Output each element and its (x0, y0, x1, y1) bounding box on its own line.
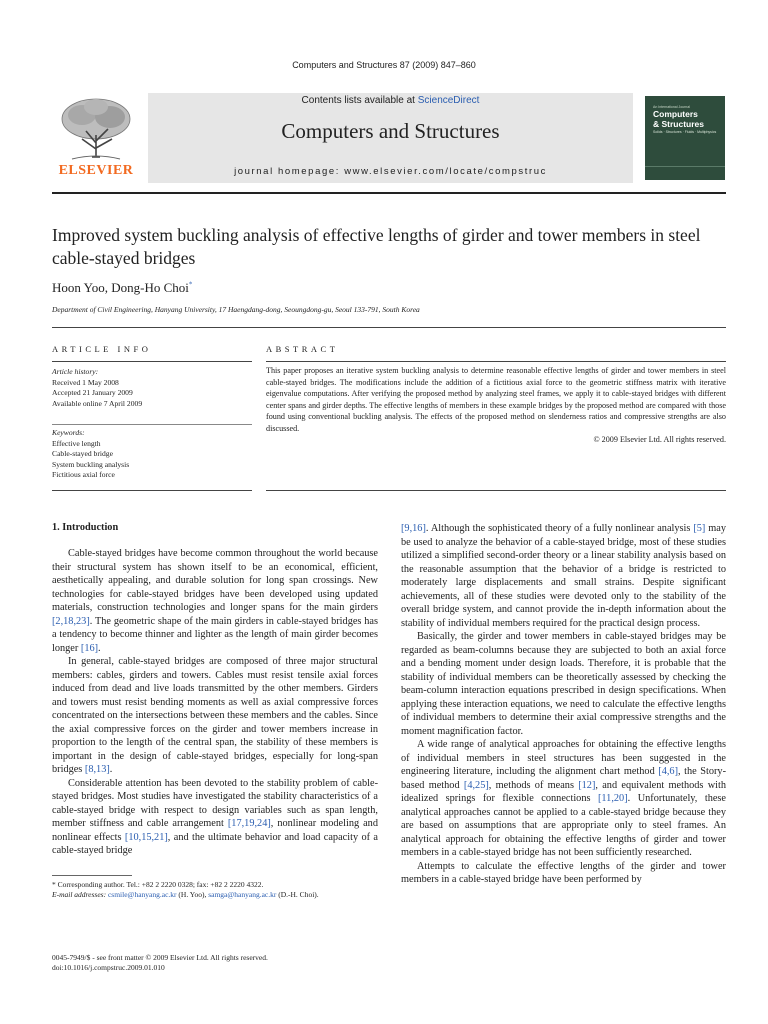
email-owner: (H. Yoo), (178, 890, 207, 899)
paragraph-text: , and equivalent methods with idealized springs for flexible connections (401, 779, 727, 804)
citation-link[interactable]: [17,19,24] (227, 818, 271, 829)
email-link[interactable]: samga@hanyang.ac.kr (208, 890, 277, 899)
citation-link[interactable]: [11,20] (597, 793, 628, 804)
journal-cover-thumbnail[interactable] (645, 96, 725, 180)
paragraph-text: . (109, 764, 113, 775)
paragraph-text: , the Story-based method (401, 766, 727, 791)
paragraph-text: . Although the sophisticated theory of a fully nonlinear analysis (425, 523, 694, 534)
body-paragraph (401, 522, 726, 630)
journal-title[interactable]: Computers and Structures (281, 119, 500, 143)
corresponding-author-mark[interactable]: * (188, 280, 193, 289)
contents-availability (148, 95, 633, 106)
email-label: E-mail addresses: (52, 890, 107, 899)
author-names: Hoon Yoo, Dong-Ho Choi (52, 280, 189, 295)
history-label: Article history: (52, 367, 99, 376)
journal-homepage-link[interactable]: journal homepage: www.elsevier.com/locate/compstruc (234, 166, 547, 177)
cover-tagline: An International Journal (653, 105, 690, 109)
doi-line[interactable]: doi:10.1016/j.compstruc.2009.01.010 (52, 963, 165, 972)
journal-reference: Computers and Structures 87 (2009) 847–860 (292, 60, 476, 70)
abstract-body (266, 365, 726, 446)
keywords-label: Keywords: (52, 428, 85, 437)
body-column-right (401, 522, 726, 887)
paragraph-text: , methods of means (488, 779, 579, 791)
body-paragraph (52, 777, 378, 858)
body-paragraph (52, 547, 378, 655)
cover-title (653, 110, 704, 129)
body-column-left (52, 547, 378, 858)
body-paragraph (401, 738, 726, 860)
abstract-divider-bottom (266, 490, 726, 491)
paragraph-text: . Unfortunately, these analytical approaches cannot be applied to a cable-stayed bridge because they are based on assumptions that are appropriate only to steel frames. An analytical approach for obtaining the effective lengths of girder and tower members in a cable-stayed bridge has not been sufficiently researched. (401, 793, 727, 858)
paragraph-text: Attempts to calculate the effective lengths of the girder and tower members in a cable-stayed bridge have been performed by (401, 860, 726, 885)
body-paragraph (401, 860, 726, 887)
paragraph-text: , and the ultimate behavior and load capacity of a cable-stayed bridge (52, 831, 378, 856)
footnote (52, 880, 378, 900)
publication-info (52, 953, 268, 973)
paragraph-text: Cable-stayed bridges have become common throughout the world because their structural system has shown itself to be an economical, efficient, aesthetically appealing, and durable solution for long span crossings. New technologies for cable-stayed bridges have been developed using updated materials, construction technologies and longer spans for the main girders (52, 548, 378, 613)
article-info-heading: ARTICLE INFO (52, 344, 152, 354)
keyword-item: Cable-stayed bridge (52, 449, 113, 458)
citation-link[interactable]: [2,18,23] (52, 615, 90, 627)
paragraph-text: A wide range of analytical approaches for obtaining the effective lengths of individual members in steel structures has been suggested in the engineering literature, including the alignment chart method (401, 739, 726, 777)
section-heading-introduction: 1. Introduction (52, 522, 119, 533)
cover-title-line-1: Computers (653, 109, 698, 119)
article-info-divider-mid (52, 424, 252, 425)
cover-subtitle: Solids · Structures · Fluids · Multiphysics (653, 130, 717, 134)
keyword-item: Fictitious axial force (52, 470, 115, 479)
citation-link[interactable]: [16] (80, 642, 99, 654)
accepted-date: Accepted 21 January 2009 (52, 388, 133, 397)
corresponding-author-note: * Corresponding author. Tel.: +82 2 2220 0328; fax: +82 2 2220 4322. (52, 880, 264, 889)
article-info-divider-top (52, 361, 252, 362)
paragraph-text: , nonlinear modeling and nonlinear effects (52, 818, 378, 843)
footnote-divider (52, 875, 132, 876)
header-divider (52, 192, 726, 194)
email-owner: (D.-H. Choi). (278, 890, 319, 899)
email-link[interactable]: csmile@hanyang.ac.kr (107, 890, 177, 899)
citation-link[interactable]: [10,15,21] (124, 831, 168, 843)
paragraph-text: . The geometric shape of the main girders in cable-stayed bridges has a tendency to become thinner and lighter as the length of main girder becomes longer (52, 615, 378, 654)
online-date: Available online 7 April 2009 (52, 398, 143, 408)
paragraph-text: Basically, the girder and tower members in cable-stayed bridges may be regarded as beam-columns because they are subjected to both an axial force and a bending moment under design loads. Therefore, it is probable that the stability of individual members can be theoretically assessed by checking the beam-column interaction equations prescribed in design specifications. When applying these interaction equations, we need to calculate the effective lengths of individual members to determine their axial compressive strengths and the moment magnification factor. (401, 631, 726, 737)
copyright-notice: © 2009 Elsevier Ltd. All rights reserved. (593, 435, 726, 444)
received-date: Received 1 May 2008 (52, 377, 119, 387)
body-paragraph (401, 630, 726, 738)
keyword-item: Effective length (52, 438, 101, 448)
citation-link[interactable]: [4,25] (463, 779, 489, 791)
abstract-heading: ABSTRACT (266, 344, 339, 354)
citation-link[interactable]: [8,13] (84, 764, 110, 775)
paragraph-text: Considerable attention has been devoted to the stability problem of cable-stayed bridges. Most studies have investigated the stability characteristics of a cable-stayed bridge with respect to design variables such as span length, member stiffness and cable arrangement (52, 777, 378, 829)
author-affiliation: Department of Civil Engineering, Hanyang University, 17 Haengdang-dong, Seoungdong-gu, Seoul 133-791, South Korea (52, 305, 420, 314)
keyword-item: System buckling analysis (52, 459, 130, 469)
cover-divider (645, 166, 725, 167)
citation-link[interactable]: [5] (693, 523, 706, 534)
affiliation-divider (52, 327, 726, 328)
paragraph-text: . (98, 642, 101, 654)
article-title: Improved system buckling analysis of effective lengths of girder and tower members in steel cable-stayed bridges (52, 225, 701, 268)
elsevier-wordmark: ELSEVIER (58, 163, 134, 178)
citation-link[interactable]: [9,16] (401, 523, 426, 534)
issn-line: 0045-7949/$ - see front matter © 2009 Elsevier Ltd. All rights reserved. (52, 953, 268, 962)
keywords-block (52, 428, 252, 481)
citation-link[interactable]: [4,6] (658, 766, 679, 777)
article-history (52, 367, 252, 409)
paragraph-text: In general, cable-stayed bridges are composed of three major structural members: cables, girders and towers. Cables must resist tensile axial forces induced from dead and live loads transmitted by the other members. Girders and towers must resist bending moments as well as axial compressive forces concentrated on the intersections between these members and the cables. Since the axial compressive forces on the girder and tower members increase in proportion to the length of the central span, the stability of these members is important in the design of cable-stayed bridges, especially for long-span bridges (52, 656, 378, 775)
citation-link[interactable]: [12] (578, 779, 596, 791)
paragraph-text: may be used to analyze the behavior of a cable-stayed bridge, most of these studies utilized a simplified second-order theory or a linear stability analysis based on the reasonable assumption that the behavior of a bridge is restricted to moderately large displacements and small strains. Despite significant achievements, all of these studies were devoted only to the stability of the overall bridge system, and cannot provide the in-depth information about the stability of individual members required for the practical design process. (401, 523, 726, 629)
cover-title-line-2: & Structures (653, 118, 705, 129)
article-authors (52, 280, 192, 296)
abstract-divider-top (266, 361, 726, 362)
article-info-divider-bottom (52, 490, 252, 491)
contents-prefix: Contents lists available at (301, 95, 415, 106)
sciencedirect-link[interactable]: ScienceDirect (417, 95, 480, 106)
abstract-text: This paper proposes an iterative system buckling analysis to determine reasonable effective lengths of girder and tower members in steel cable-stayed bridges. The modifications include the addition of a fictitious axial force to the geometric stiffness matrix with iterative eigenvalue computations. After verifying the proposed method by analyzing steel frames, we apply it to cable-stayed bridges with different center spans and girder depths. The effective lengths of members in these example bridges by the proposed method are compared with those found using conventional buckling analysis. The effects of the proposed method on slenderness ratios and compressive strengths are also discussed. (266, 366, 726, 433)
elsevier-logo[interactable] (52, 93, 140, 181)
body-paragraph (52, 655, 378, 777)
